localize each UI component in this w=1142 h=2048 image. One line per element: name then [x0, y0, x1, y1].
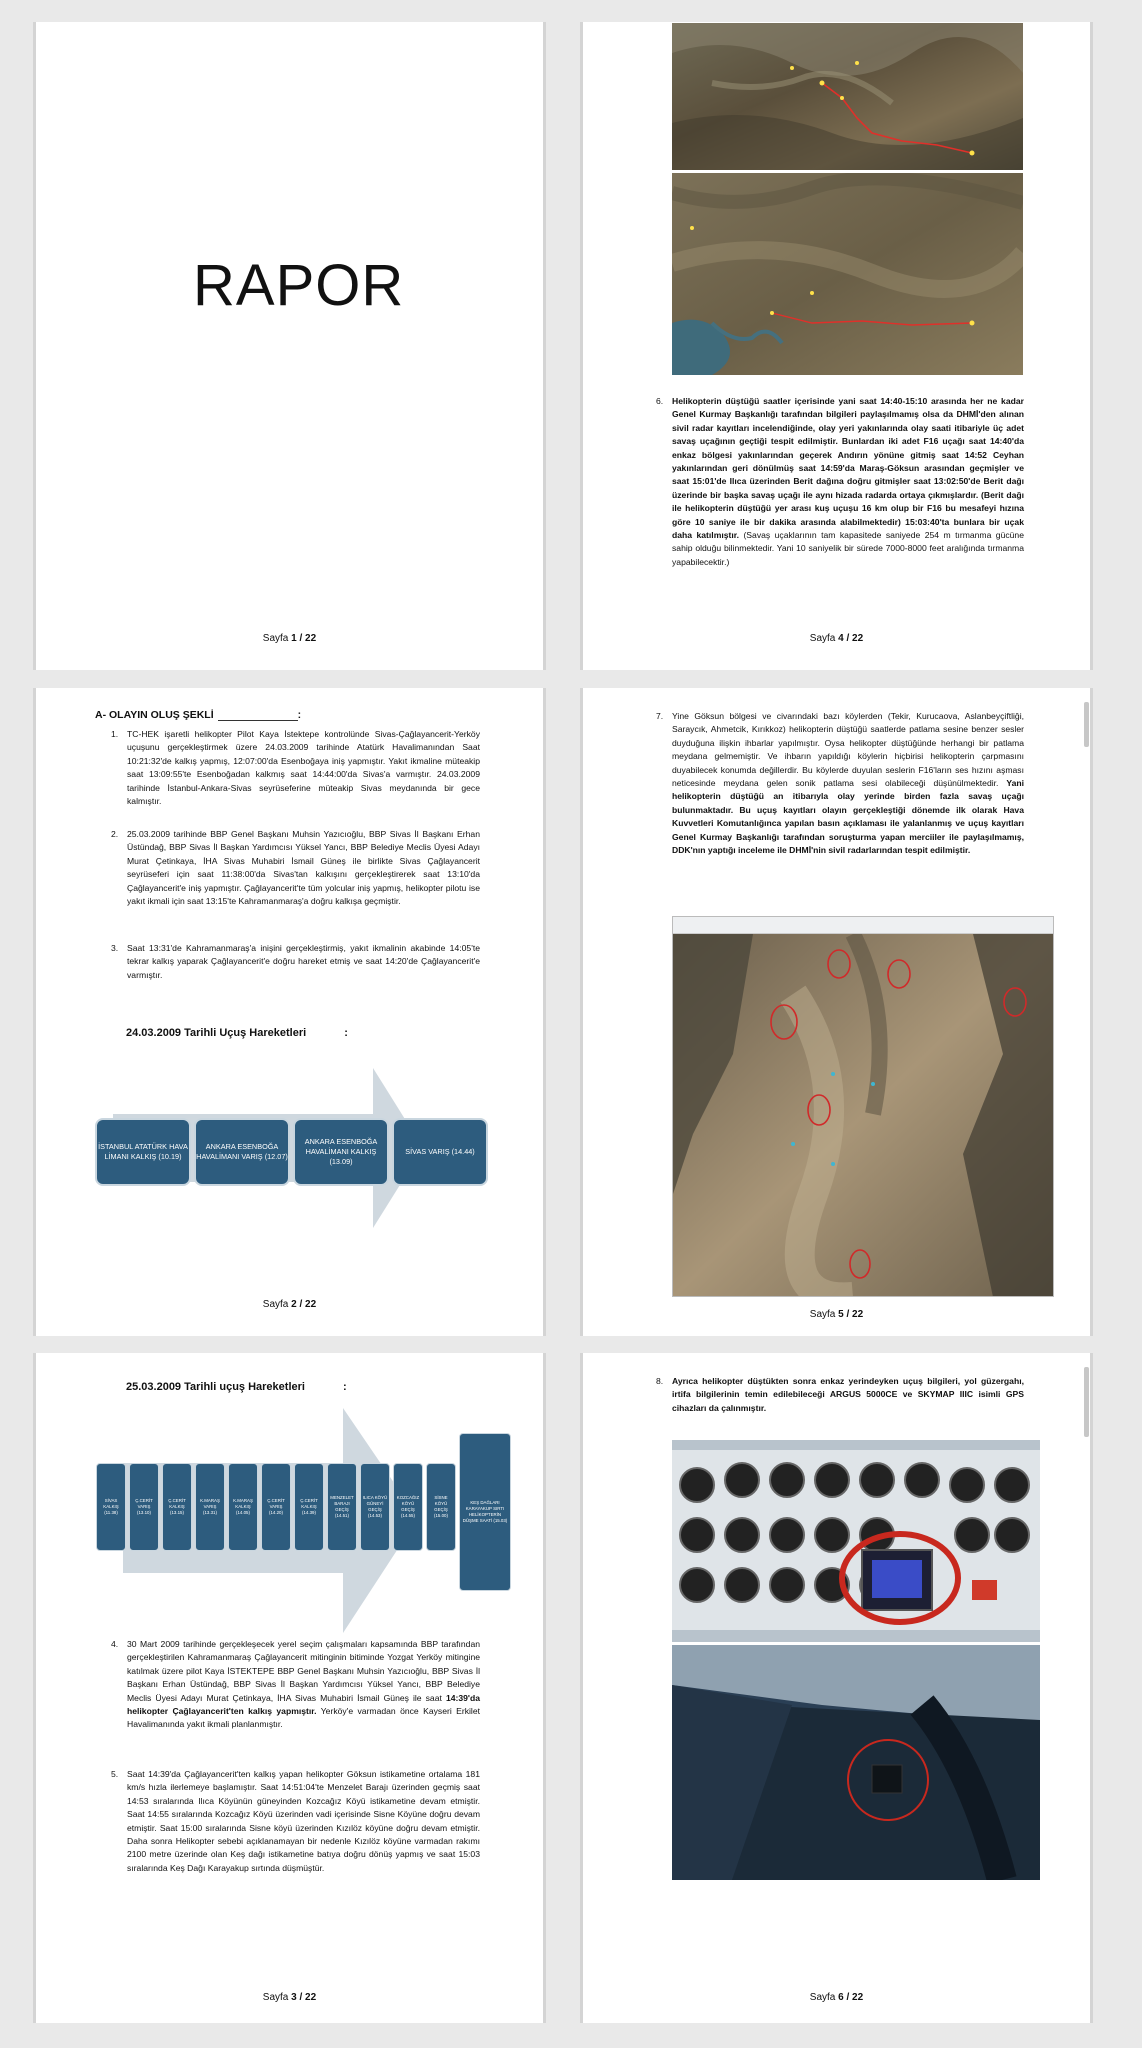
page-footer: Sayfa 1 / 22: [262, 633, 317, 644]
page-2: [33, 688, 546, 1336]
satellite-map-screenshot: [672, 916, 1054, 1297]
page-3: [33, 1353, 546, 2023]
flight-step-4: SİVAS VARIŞ (14.44): [392, 1118, 488, 1186]
flight-step-2: ANKARA ESENBOĞA HAVALİMANI VARIŞ (12.07): [194, 1118, 290, 1186]
paragraph-3: 3. Saat 13:31'de Kahramanmaraş'a inişini gerçekleştirmiş, yakıt ikmalinin akabinde 14:05'te tekrar kalkış yaparak Çağlayancerit'e doğru hareket etmiş ve saat 14:20'de Çağlayancerit'e varmıştır.: [111, 943, 480, 980]
page-footer: Sayfa 4 / 22: [809, 633, 864, 644]
map-toolbar: [673, 917, 1053, 934]
page-footer: Sayfa 5 / 22: [809, 1309, 864, 1320]
flight-movements-title: 24.03.2009 Tarihli Uçuş Hareketleri :: [126, 1027, 348, 1039]
page-footer: Sayfa 6 / 22: [809, 1992, 864, 2003]
page-footer: Sayfa 3 / 22: [262, 1992, 317, 2003]
paragraph-2: 2. 25.03.2009 tarihinde BBP Genel Başkanı Muhsin Yazıcıoğlu, BBP Sivas İl Başkanı Erhan Üstündağ, BBP Sivas İl Başkan Yardımcısı Yüksel Yancı, BBP Belediye Meclis Üyesi Adayı Murat Çetinkaya, İHA Sivas Muhabiri İsmail Güneş ile birlikte Sivas Çağlayancerit seyrüseferi için saat 11:38:00'da Sivas'tan kalkışını gerçekleştirerek saat 13:10'da Çağlayancerit'e iniş yapmıştır. Çağlayancerit'te tüm yolcular iniş yapmış, helikopter pilotu ise yakıt ikmali için saat 13:15'te Kahramanmaraş'a doğru kalkışa geçmiştir.: [111, 829, 480, 907]
flight-step-3: Ç.CERİT KALKIŞ (13.15): [162, 1463, 192, 1551]
paragraph-7: 7. Yine Göksun bölgesi ve civarındaki bazı köylerden (Tekir, Kurucaova, Aslanbeyçiftliği, Saraycık, Ahmetcik, Kırıkkoz) helikopterin düştüğü saatlerde patlama sesine benzer sesler duyduğuna ilişkin ihbarlar yapılmıştır. Oysa helikopter düştüğünde herhangi bir patlama meydana gelmemiştir. Ve ihbarın yapıldığı köylerin hiçbirisi helikopterin çarpmasını duyabilecek konumda değillerdir. Bu köylerde duyulan seslerin F16'ların ses hızını aşması neticesinde meydana gelen sonik patlama sesi olabileceği düşünülmektedir. Yani helikopterin düştüğü an itibarıyla olay yerinde birden fazla savaş uçağı bulunmaktadır. Bu uçuş kayıtları olayın gerçekleştiği dönemde ilk olarak Hava Kuvvetleri Komutanlığınca yapılan basın açıklaması ile yalanlanmış ve uçuş kayıtları Genel Kurmay Başkanlığı tarafından soruşturma yapan merciiler ile paylaşılmamış, DDK'nın yaptığı inceleme ile DHMİ'nin sivil radarlarından tespit edilmiştir.: [656, 711, 1024, 856]
flight-step-1: İSTANBUL ATATÜRK HAVA LİMANI KALKIŞ (10.19): [95, 1118, 191, 1186]
satellite-route-photo-top: [672, 23, 1023, 170]
paragraph-4: 4. 30 Mart 2009 tarihinde gerçekleşecek yerel seçim çalışmaları kapsamında BBP tarafından gerçekleştirilen Kahramanmaraş Çağlayancerit mitinginin bitiminde Yozgat Yerköy mitingine katılmak üzere pilot Kaya İSTEKTEPE BBP Genel Başkanı Muhsin Yazıcıoğlu, BBP Sivas İl Başkanı Erhan Üstündağ, BBP Sivas İl Başkan Yardımcısı Yüksel Yancı, BBP Belediye Meclis Üyesi Adayı Murat Çetinkaya, İHA Sivas Muhabiri İsmail Güneş ile saat 14:39'da helikopter Çağlayancerit'ten kalkış yapmıştır. Yerköy'e varmadan önce Kayseri Erkilet Havalimanında yakıt ikmali planlanmıştır.: [111, 1639, 480, 1730]
page-4: [580, 22, 1093, 670]
paragraph-6: 6. Helikopterin düştüğü saatler içerisinde yani saat 14:40-15:10 arasında her ne kadar Genel Kurmay Başkanlığı tarafından bilgileri paylaşılmamış olsa da DHMİ'den alınan sivil radar kayıtları incelendiğinde, olay yeri yakınlarında olay saati itibariyle üç adet savaş uçağının geçtiği tespit edilmiştir. Bunlardan iki adet F16 uçağı saat 14:40'da enkaz bölgesi yakınlarından geçerek Andırın yönüne gitmiş saat 14:52 Ceyhan yakınlarından geri dönülmüş saat 14:59'da Maraş-Göksun arasından geçmişler ve saat 15:01'de Ilıca üzerinden Berit dağına doğru gitmişler saat 13:02:50'de Berit dağı üzerinde bir başka savaş uçağı ile aynı hizada radarda ortaya çıkmışlardır. (Berit dağı ile helikopterin düştüğü yer arası kuş uçuşu 16 km olup bir F16 bu mesafeyi hızına göre 10 saniye ile bir dakika arasında alabilmektedir) 15:03:40'ta bunlara bir uçak daha katılmıştır. (Savaş uçaklarının tam kapasitede saniyede 254 m tırmanma gücüne sahip olduğu bilinmektedir. Yani 10 saniyelik bir sürede 7000-8000 feet aralığında tırmanma yapabilecektir.): [656, 396, 1024, 567]
flight-step-4: K.MARAŞ VARIŞ (13.31): [195, 1463, 225, 1551]
flight-movements-title: 25.03.2009 Tarihli uçuş Hareketleri :: [126, 1381, 347, 1393]
scrollbar-thumb[interactable]: [1084, 702, 1089, 747]
flight-step-7: Ç.CERİT KALKIŞ (14.39): [294, 1463, 324, 1551]
flight-step-5: K.MARAŞ KALKIŞ (14.05): [228, 1463, 258, 1551]
flight-step-2: Ç.CERİT VARIŞ (13.10): [129, 1463, 159, 1551]
flight-step-1: SİVAS KALKIŞ (11.38): [96, 1463, 126, 1551]
flight-step-3: ANKARA ESENBOĞA HAVALİMANI KALKIŞ (13.09): [293, 1118, 389, 1186]
flight-step-12: KEŞ DAĞLARI KARAYAKUP SIRTI HELİKOPTERİN DÜŞME SAATİ (15.03): [459, 1433, 511, 1591]
report-title: RAPOR: [193, 253, 405, 318]
page-1: [33, 22, 546, 670]
paragraph-8: 8. Ayrıca helikopter düştükten sonra enkaz yerindeyken uçuş bilgileri, yol güzergahı, irtifa bilgilerinin temin edilebileceği ARGUS 5000CE ve SKYMAP IIIC isimli GPS cihazları da çalınmıştır.: [656, 1376, 1024, 1413]
page-6: [580, 1353, 1093, 2023]
scrollbar-thumb[interactable]: [1084, 1367, 1089, 1437]
page-5: [580, 688, 1093, 1336]
gps-device-photo: [672, 1645, 1040, 1880]
flight-step-6: Ç.CERİT VARIŞ (14.20): [261, 1463, 291, 1551]
flight-step-8: MENZELET BARAJI GEÇİŞ (14.51): [327, 1463, 357, 1551]
paragraph-1: 1. TC-HEK işaretli helikopter Pilot Kaya İstektepe kontrolünde Sivas-Çağlayancerit-Yerköy uçuşunu gerçekleştirmek üzere 24.03.2009 tarihinde Atatürk Havalimanından Saat 10:21:32'de kalkış yapmış, 12:07:00'da Esenboğaya iniş yapmıştır. Yakıt ikmaline müteakip saat 13:09:55'te Esenboğadan kalkmış saat 14:44:00'da Sivas'a varmıştır. 24.03.2009 tarihinde İstanbul-Ankara-Sivas seyrüseferine müteakip Sivas meydanında bir gece kalmıştır.: [111, 729, 480, 807]
flight-step-11: SİSNE KÖYÜ GEÇİŞ (15.00): [426, 1463, 456, 1551]
flight-step-10: KOZCAĞIZ KÖYÜ GEÇİŞ (14.55): [393, 1463, 423, 1551]
paragraph-5: 5. Saat 14:39'da Çağlayancerit'ten kalkış yapan helikopter Göksun istikametine ortalama 181 km/s hızla ilerlemeye başlamıştır. Saat 14:51:04'te Menzelet Barajı üzerinden geçmiş saat 14:53 sıralarında Ilıca Köyünün güneyinden Kozcağız Köyü istikametine devam etmiştir. Saat 14:55 sıralarında Kozcağız Köyü üzerinden vadi içerisinde Sisne Köyüne doğru devam etmiştir. Saat 15:00 sıralarında Sisne köyü üzerinden Kızılöz köyüne doğru devam etmiştir. Daha sonra Helikopter sebebi açıklanamayan bir nedenle Kızılöz köyüne varmadan rakımı 2100 metre üzerinde olan Keş dağı istikametine batıya doğru dönüş yapmış ve saat 15:03 sıralarında Keş Dağı Karayakup sırtında düşmüştür.: [111, 1769, 480, 1873]
flight-step-9: ILICA KÖYÜ GÜNEYİ GEÇİŞ (14.53): [360, 1463, 390, 1551]
page-footer: Sayfa 2 / 22: [262, 1299, 317, 1310]
satellite-route-photo-bottom: [672, 173, 1023, 375]
cockpit-instrument-panel-photo: [672, 1440, 1040, 1642]
section-heading: A- OLAYIN OLUŞ ŞEKLİ :: [95, 709, 302, 721]
